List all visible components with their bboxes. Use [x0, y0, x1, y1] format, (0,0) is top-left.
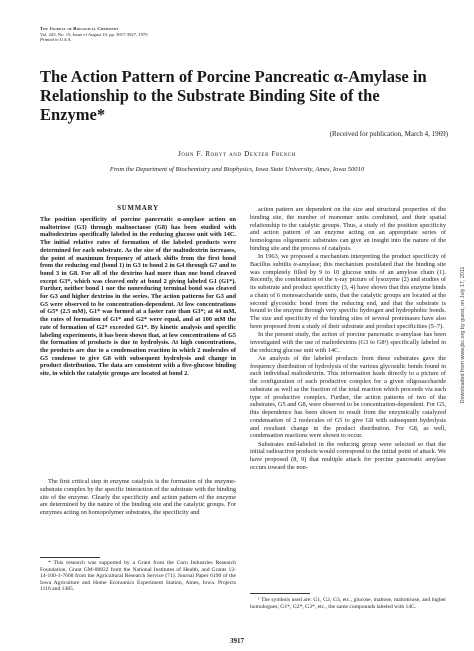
authors: John F. Robyt and Dexter French — [178, 150, 296, 158]
received-date: (Received for publication, March 4, 1969) — [329, 130, 448, 138]
body-paragraph: In the present study, the action of porcine pancreatic α-amylase has been investigated with the use of maltodextrins (G3 to G8¹) specifically labeled in the reducing glucose unit with 14C. — [250, 331, 446, 354]
summary-text: The position specificity of porcine pancreatic α-amylase action on maltotriose (G3) through maltooctaose (G8) has been studied with maltodextrins specifically labeled in the reducing glucose unit with 14C. The initial relative rates of formation of the labeled products were determined for each substrate. As the size of the maltodextrin increases, the point of maximum frequency of attack shifts from the first bond from the reducing end (bond 1) in G3 to bond 2 in G4 through G7 and to bond 3 in G8. For all of the dextrins had more than one bond cleaved except G3*, which was cleaved only at bond 2 giving labeled G1 (G1*). Further, neither bond 1 nor the nonreducing terminal bond was cleaved for G3 and higher dextrins in the series. The action patterns for G3 and G5 were observed to be concentration-dependent. At low concentrations of G5* (2.5 mM), G1* was formed at a faster rate than G3*; at 44 mM, the rates of formation of G1* and G2* were equal, and at 100 mM the rate of formation of G2* exceeded G1*. By kinetic analysis and specific labeling experiments, it has been shown that, at low concentrations of G5 the formation of products is due to hydrolysis. At high concentrations, the products are due to a condensation reaction in which 2 molecules of G5 condense to give G8 with subsequent hydrolysis and change in product distribution. The data are consistent with a five-glucose binding site, in which the catalytic groups are located at bond 2. — [40, 216, 236, 378]
right-column — [250, 206, 446, 472]
intro-section — [40, 478, 236, 517]
affiliation: From the Department of Biochemistry and Biophysics, Iowa State University, Ames, Iowa 50010 — [109, 166, 365, 173]
footnote-rule-left — [40, 557, 100, 558]
body-paragraph: Substrates end-labeled in the reducing group were selected so that the initial radioactive products would correspond to the initial point of attack. We have proposed (8, 9) that multiple attack for porcine pancreatic amylase occurs toward the non- — [250, 440, 446, 471]
funding-footnote: * This research was supported by a Grant from the Corn Industries Research Foundation, Grant GM-08822 from the National Institutes of Health, and Grants 12-14-100-1-7668 from the Agricultural Research Service (71). Journal Paper 6190 of the Iowa Agriculture and Home Economics Experiment Station, Ames, Iowa. Projects 1116 and 1485. — [40, 560, 236, 593]
symbols-footnote: ¹ The symbols used are: G1, G2, G3, etc., glucose, maltose, maltotriose, and higher homologues; G1*, G2*, G3*, etc., the same compounds labeled with 14C. — [250, 597, 446, 610]
summary-heading: SUMMARY — [117, 205, 159, 212]
page-number: 3917 — [230, 637, 244, 645]
printed-line: Printed in U.S.A. — [40, 37, 72, 43]
footnote-rule-right — [250, 593, 310, 594]
journal-header — [40, 26, 440, 43]
intro-paragraph: The first critical step in enzyme catalysis is the formation of the enzyme-substrate complex by the specific interaction of the substrate with the binding site of the enzyme. Clearly the specificity and action pattern of the enzyme are determined by the nature of the binding site and the catalytic groups. For enzymes acting on homopolymer substrates, the specificity and — [40, 478, 236, 517]
body-paragraph: An analysis of the labeled products from these substrates gave the frequency distribution of hydrolysis of the various glycosidic bonds found in each individual maltodextrin. This information leads directly to a picture of the configuration of each productive complex for a given oligosaccharide substrate as well as the fraction of the total reaction which proceeds via each type of productive complex. Further, the action patterns of two of the substrates, G5 and G8, were observed to be concentration-dependent. For G5, this dependence has been shown to result from the enzymically catalyzed condensation of 2 molecules of G5 to give G8 with subsequent hydrolysis and resultant change in the product distribution. For G8, as well, condensation reactions were shown to occur. — [250, 354, 446, 440]
download-side-note-text: Downloaded from www.jbc.org by guest, on July 17, 2011 — [460, 266, 466, 404]
body-paragraph: action pattern are dependent on the size and structural properties of the binding site, the number of monomer units combined, and their spatial relationship to the catalytic groups. Thus, a study of the position specificity and action pattern of an enzyme acting on an appropriate series of homologous oligomeric substrates can give an insight into the nature of the binding site and the process of catalysis. — [250, 206, 446, 252]
download-side-note — [456, 200, 470, 470]
article-title: The Action Pattern of Porcine Pancreatic α-Amylase in Relationship to the Substrate Binding Site of the Enzyme* — [40, 67, 427, 124]
journal-name: The Journal of Biological Chemistry — [40, 26, 119, 31]
body-paragraph: In 1963, we proposed a mechanism interpreting the product specificity of Bacillus subtilis α-amylase; this mechanism postulated that the binding site was completely filled by 9 to 10 glucose units of an amylose chain (1). Recently, the combination of the x-ray picture of lysozyme (2) and studies of its substrate and product specificity (3, 4) have shown that this enzyme binds a chain of 6 monosaccharide units, that the catalytic groups are located at the second glycosidic bond from the reducing end, and that the substrate is bound to the enzyme through very specific hydrogen and hydrophobic bonds. The size and specificity of the binding sites of several proteinases have also been proposed from a study of their substrate and product specificities (5–7). — [250, 253, 446, 330]
volume-line: Vol. 245, No. 15, Issue of August 10, pp. 3917-3927, 1970 — [40, 31, 148, 37]
